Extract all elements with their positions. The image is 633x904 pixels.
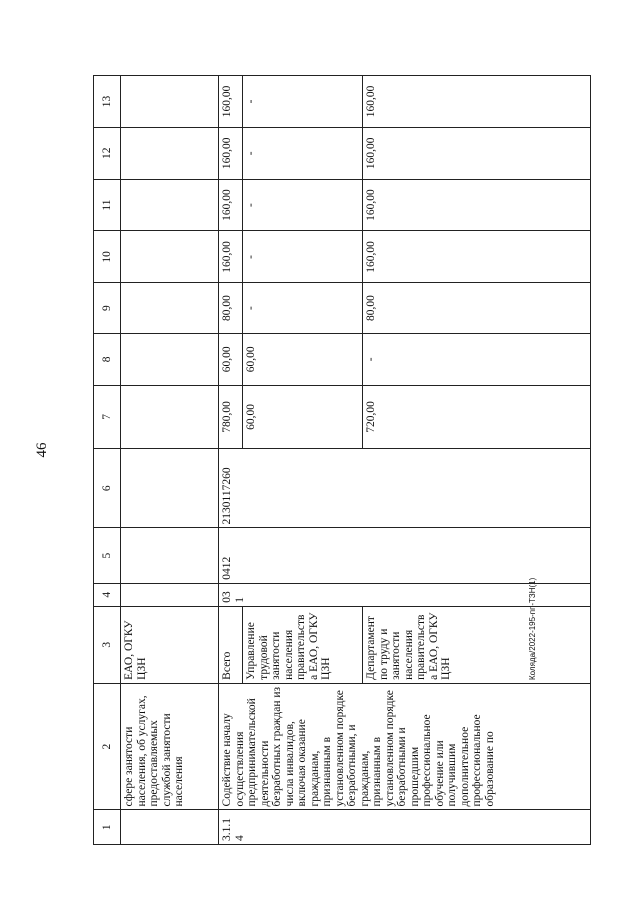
value-cell: 60,00 bbox=[243, 385, 363, 448]
value-cell: 780,00 bbox=[219, 385, 243, 448]
value-cell: - bbox=[243, 76, 363, 128]
measure-number: 3.1.14 bbox=[219, 810, 591, 845]
value-cell: 160,00 bbox=[363, 127, 591, 179]
col-header: 6 bbox=[94, 449, 121, 528]
value-cell: 80,00 bbox=[363, 283, 591, 334]
budget-table bbox=[93, 75, 591, 845]
code-section: 0412 bbox=[219, 528, 591, 583]
col-header: 11 bbox=[94, 179, 121, 231]
value-cell: 160,00 bbox=[219, 179, 243, 231]
value-cell: 160,00 bbox=[363, 179, 591, 231]
header-row bbox=[94, 76, 121, 845]
value-cell: - bbox=[243, 283, 363, 334]
col-header: 10 bbox=[94, 231, 121, 283]
value-cell: - bbox=[243, 127, 363, 179]
col-header: 4 bbox=[94, 583, 121, 606]
value-cell: 160,00 bbox=[363, 231, 591, 283]
code-grbs: 031 bbox=[219, 583, 591, 606]
code-target: 2130117260 bbox=[219, 449, 591, 528]
value-cell: 720,00 bbox=[363, 385, 591, 448]
col-header: 3 bbox=[94, 606, 121, 683]
value-cell: - bbox=[243, 179, 363, 231]
col-header: 13 bbox=[94, 76, 121, 128]
value-cell: 160,00 bbox=[219, 127, 243, 179]
value-cell: 60,00 bbox=[219, 333, 243, 385]
measure-description: Содействие началу осуществления предпринимательской деятельности безработных граждан из числа инвалидов, включая оказание гражданам, признанным в установленном порядке безработными, и гражданам, признанным в установленном порядке безработными и прошедшим профессиональное обучение или получившим дополнительное профессиональное образование по bbox=[219, 683, 591, 810]
value-cell: 160,00 bbox=[363, 76, 591, 128]
value-cell: 80,00 bbox=[219, 283, 243, 334]
value-cell: 160,00 bbox=[219, 76, 243, 128]
page-number: 46 bbox=[34, 442, 50, 458]
col-header: 5 bbox=[94, 528, 121, 583]
table-row-total bbox=[219, 76, 243, 845]
value-cell: 60,00 bbox=[243, 333, 363, 385]
rotated-table-wrapper bbox=[93, 75, 584, 845]
executor-cell: Департамент по труду и занятости населения правительства ЕАО, ОГКУ ЦЗН bbox=[363, 606, 591, 683]
col-header: 12 bbox=[94, 127, 121, 179]
document-reference: Коляда/2022-195-пп-ТЗН(1) bbox=[528, 577, 537, 680]
col-header: 1 bbox=[94, 810, 121, 845]
value-cell: - bbox=[243, 231, 363, 283]
value-cell: 160,00 bbox=[219, 231, 243, 283]
value-cell: - bbox=[363, 333, 591, 385]
executor-cell: ЕАО, ОГКУ ЦЗН bbox=[121, 606, 219, 683]
col-header: 7 bbox=[94, 385, 121, 448]
col-header: 8 bbox=[94, 333, 121, 385]
executor-cell: Управление трудовой занятости населения правительства ЕАО, ОГКУ ЦЗН bbox=[243, 606, 363, 683]
executor-cell: Всего bbox=[219, 606, 243, 683]
table-row-continuation bbox=[121, 76, 219, 845]
col-header: 2 bbox=[94, 683, 121, 810]
measure-description-cont: сфере занятости населения, об услугах, предоставляемых службой занятости населения bbox=[121, 683, 219, 810]
col-header: 9 bbox=[94, 283, 121, 334]
